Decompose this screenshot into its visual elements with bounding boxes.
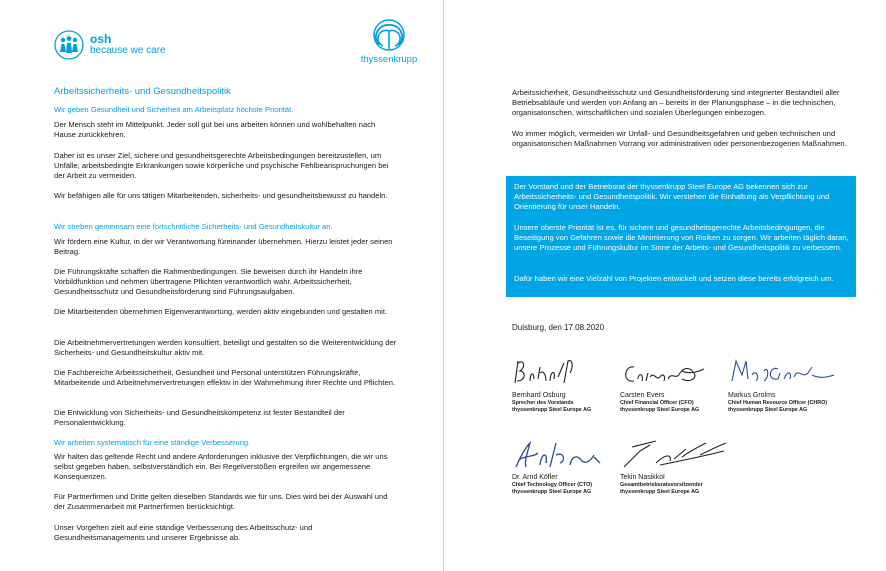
paragraph: Der Mensch steht im Mittelpunkt. Jeder soll gut bei uns arbeiten können und wohlbehalten nach Hause zurückkehren.: [54, 120, 376, 140]
signature-block: [620, 437, 730, 496]
thyssenkrupp-logo: [356, 18, 422, 65]
signatory-name: Carsten Evers: [620, 392, 665, 399]
signature-grolms: [728, 353, 838, 391]
signatory-role: Chief Human Resource Officer (CHRO): [728, 400, 828, 406]
signatory-company: thyssenkrupp Steel Europe AG: [620, 489, 700, 495]
osh-tagline: because we care: [90, 45, 166, 56]
paragraph: Die Fachbereiche Arbeitssicherheit, Gesundheit und Personal unterstützen Führungskräfte, Mitarbeitende und Arbeitnehmervertretungen effektiv in der Wahrnehmung ihrer Rechte und Pflichten.: [54, 368, 396, 388]
paragraph: Unser Vorgehen zielt auf eine ständige Verbesserung des Arbeitsschutz- und Gesundheitsmanagements und unserer Ergebnisse ab.: [54, 523, 313, 543]
section-heading-improvement: Wir arbeiten systematisch für eine ständige Verbesserung.: [54, 438, 251, 447]
signatory-role: Chief Technology Officer (CTO): [512, 482, 593, 488]
signatory-role: Chief Financial Officer (CFO): [620, 400, 694, 406]
paragraph: Daher ist es unser Ziel, sichere und gesundheitsgerechte Arbeitsbedingungen bereitzustellen, um Unfälle, arbeitsbedingte Erkrankungen sowie körperliche und psychische Fehlbeanspruchungen bei der Arbeit zu vermeiden.: [54, 151, 389, 181]
paragraph: Wir befähigen alle für uns tätigen Mitarbeitenden, sicherheits- und gesundheitsbewusst zu handeln.: [54, 191, 388, 200]
section-heading-culture: Wir streben gemeinsam eine fortschrittliche Sicherheits- und Gesundheitskultur an.: [54, 222, 333, 231]
date-line: Duisburg, den 17.08.2020: [512, 323, 605, 332]
osh-name: osh: [90, 32, 112, 46]
thyssenkrupp-wordmark: thyssenkrupp: [360, 54, 418, 65]
paragraph: Die Führungskräfte schaffen die Rahmenbedingungen. Sie beweisen durch ihr Handeln ihre Vorbildfunktion und nehmen übertragene Pflichten verantwortlich wahr. Arbeitssicherheit, Gesundheitsschutz und Gesundheitsförderung sind Führungsaufgaben.: [54, 267, 363, 297]
signature-block: [728, 353, 838, 414]
paragraph: Wir fördern eine Kultur, in der wir Verantwortung füreinander übernehmen. Hierzu leistet jeder seinen Beitrag.: [54, 237, 393, 257]
signature-koefler: [512, 437, 604, 473]
right-page: [444, 0, 886, 571]
signatory-role: Sprecher des Vorstands: [512, 400, 574, 406]
section-heading-priority: Wir geben Gesundheit und Sicherheit am Arbeitsplatz höchste Priorität.: [54, 105, 294, 114]
signatory-role: Gesamtbetriebsratsvorsitzender: [620, 482, 703, 488]
signatory-name: Markus Grolms: [728, 392, 776, 399]
signatory-company: thyssenkrupp Steel Europe AG: [512, 489, 592, 495]
signature-block: [512, 437, 604, 496]
osh-logo: [54, 30, 166, 60]
signatory-company: thyssenkrupp Steel Europe AG: [728, 407, 808, 413]
document-title: Arbeitssicherheits- und Gesundheitspolitik: [54, 86, 231, 97]
box-paragraph: Der Vorstand und der Betriebsrat der thyssenkrupp Steel Europe AG bekennen sich zur Arbeitssicherheits- und Gesundheitspolitik. Wir verstehen die Einhaltung als Verpflichtung und Orientierung für unser Handeln.: [514, 182, 830, 212]
paragraph: Wo immer möglich, vermeiden wir Unfall- und Gesundheitsgefahren und geben technischen und organisatorischen Maßnahmen Vorrang vor administrativen oder personenbezogenen Maßnahmen.: [512, 129, 847, 149]
paragraph: Wir halten das geltende Recht und andere Anforderungen inklusive der Verpflichtungen, die wir uns selbst gegeben haben, selbstverständlich ein. Bei Regelverstößen ergreifen wir angemessene Konsequenzen.: [54, 452, 388, 482]
paragraph: Arbeitssicherheit, Gesundheitsschutz und Gesundheitsförderung sind integrierter Bestandteil aller Betriebsabläufe und werden von Anfang an – bereits in der Planungsphase – in die technischen, organisatorischen, wirtschaftlichen und sozialen Überlegungen einbezogen.: [512, 88, 840, 118]
signatory-name: Tekin Nasikkol: [620, 474, 665, 481]
box-paragraph: Unsere oberste Priorität ist es, für sichere und gesundheitsgerechte Arbeitsbedingungen, die Beseitigung von Gefahren sowie die Minimierung von Risiken zu sorgen. Wir arbeiten täglich daran, unsere Prozesse und Führungskultur im Sinne der Arbeits- und Gesundheitspolitik zu verbessern.: [514, 223, 849, 253]
paragraph: Die Mitarbeitenden übernehmen Eigenverantwortung, werden aktiv eingebunden und gestalten mit.: [54, 307, 388, 316]
signature-osburg: [512, 353, 578, 391]
paragraph: Die Arbeitnehmervertretungen werden konsultiert, beteiligt und gestalten so die Weiterentwicklung der Sicherheits- und Gesundheitskultur aktiv mit.: [54, 338, 397, 358]
box-paragraph: Dafür haben wir eine Vielzahl von Projekten entwickelt und setzen diese bereits erfolgreich um.: [514, 274, 834, 283]
signature-evers: [620, 353, 710, 391]
signature-block: [512, 353, 591, 414]
paragraph: Die Entwicklung von Sicherheits- und Gesundheitskompetenz ist fester Bestandteil der Personalentwicklung.: [54, 408, 345, 428]
signatory-company: thyssenkrupp Steel Europe AG: [620, 407, 700, 413]
osh-people-icon: [54, 30, 84, 60]
signature-block: [620, 353, 710, 414]
thyssenkrupp-arcs-icon: [371, 18, 407, 52]
signatory-name: Dr. Arnd Köfler: [512, 474, 558, 481]
commitment-box: [506, 176, 856, 297]
signatory-company: thyssenkrupp Steel Europe AG: [512, 407, 592, 413]
paragraph: Für Partnerfirmen und Dritte gelten dieselben Standards wie für uns. Dies wird bei der Auswahl und der Zusammenarbeit mit Partnerfirmen berücksichtigt.: [54, 492, 388, 512]
signatory-name: Bernhard Osburg: [512, 392, 566, 399]
signature-nasikkol: [620, 437, 730, 473]
